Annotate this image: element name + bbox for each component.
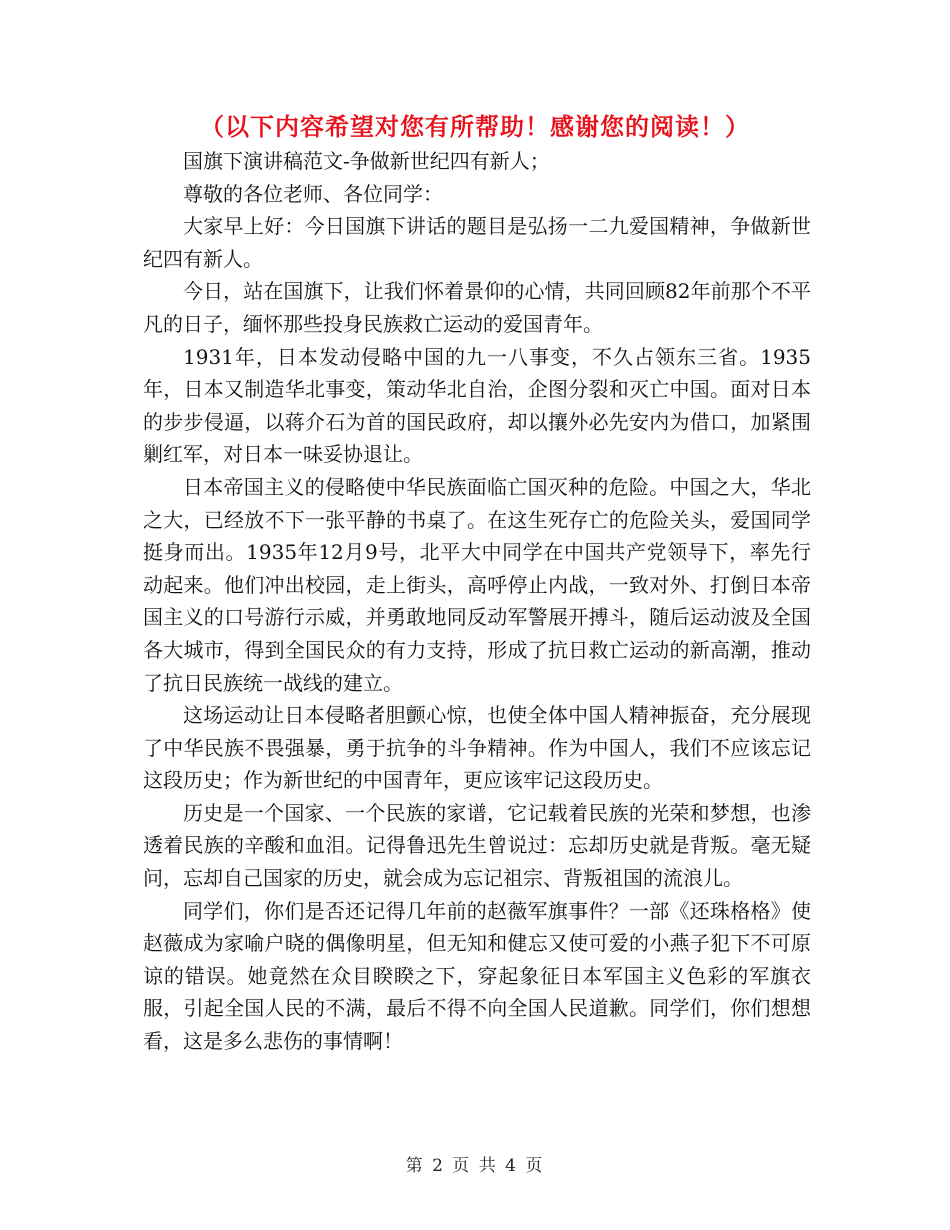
paragraph: 这场运动让日本侵略者胆颤心惊，也使全体中国人精神振奋，充分展现了中华民族不畏强暴，勇于抗争的斗争精神。作为中国人，我们不应该忘记这段历史；作为新世纪的中国青年，更应该牢记这段历史。 bbox=[143, 703, 811, 793]
paragraph: 历史是一个国家、一个民族的家谱，它记载着民族的光荣和梦想，也渗透着民族的辛酸和血泪。记得鲁迅先生曾说过：忘却历史就是背叛。毫无疑问，忘却自己国家的历史，就会成为忘记祖宗、背叛祖国的流浪儿。 bbox=[143, 800, 811, 891]
paragraph: 1931年，日本发动侵略中国的九一八事变，不久占领东三省。1935年，日本又制造华北事变，策动华北自治，企图分裂和灭亡中国。面对日本的步步侵逼，以蒋介石为首的国民政府，却以攘外必先安内为借口，加紧围剿红军，对日本一味妥协退让。 bbox=[143, 344, 811, 467]
page-number-footer: 第 2 页 共 4 页 bbox=[405, 1156, 545, 1176]
document-title-line: 国旗下演讲稿范文-争做新世纪四有新人； bbox=[183, 149, 550, 173]
paragraph: 同学们，你们是否还记得几年前的赵薇军旗事件？一部《还珠格格》使赵薇成为家喻户晓的偶像明星，但无知和健忘又使可爱的小燕子犯下不可原谅的错误。她竟然在众目睽睽之下，穿起象征日本军国主义色彩的军旗衣服，引起全国人民的不满，最后不得不向全国人民道歉。同学们，你们想想看，这是多么悲伤的事情啊！ bbox=[143, 898, 811, 1054]
paragraph: 今日，站在国旗下，让我们怀着景仰的心情，共同回顾82年前那个不平凡的日子，缅怀那些投身民族救亡运动的爱国青年。 bbox=[143, 279, 811, 336]
paragraph: 日本帝国主义的侵略使中华民族面临亡国灭种的危险。中国之大，华北之大，已经放不下一张平静的书桌了。在这生死存亡的危险关头，爱国同学挺身而出。1935年12月9号，北平大中同学在中国共产党领导下，率先行动起来。他们冲出校园，走上街头，高呼停止内战，一致对外、打倒日本帝国主义的口号游行示威，并勇敢地同反动军警展开搏斗，随后运动波及全国各大城市，得到全国民众的有力支持，形成了抗日救亡运动的新高潮，推动了抗日民族统一战线的建立。 bbox=[143, 474, 811, 695]
header-note: （以下内容希望对您有所帮助！感谢您的阅读！） bbox=[200, 112, 750, 141]
greeting-line: 尊敬的各位老师、各位同学： bbox=[183, 181, 443, 206]
document-body bbox=[143, 145, 811, 1058]
paragraph: 大家早上好：今日国旗下讲话的题目是弘扬一二九爱国精神，争做新世纪四有新人。 bbox=[143, 214, 811, 271]
